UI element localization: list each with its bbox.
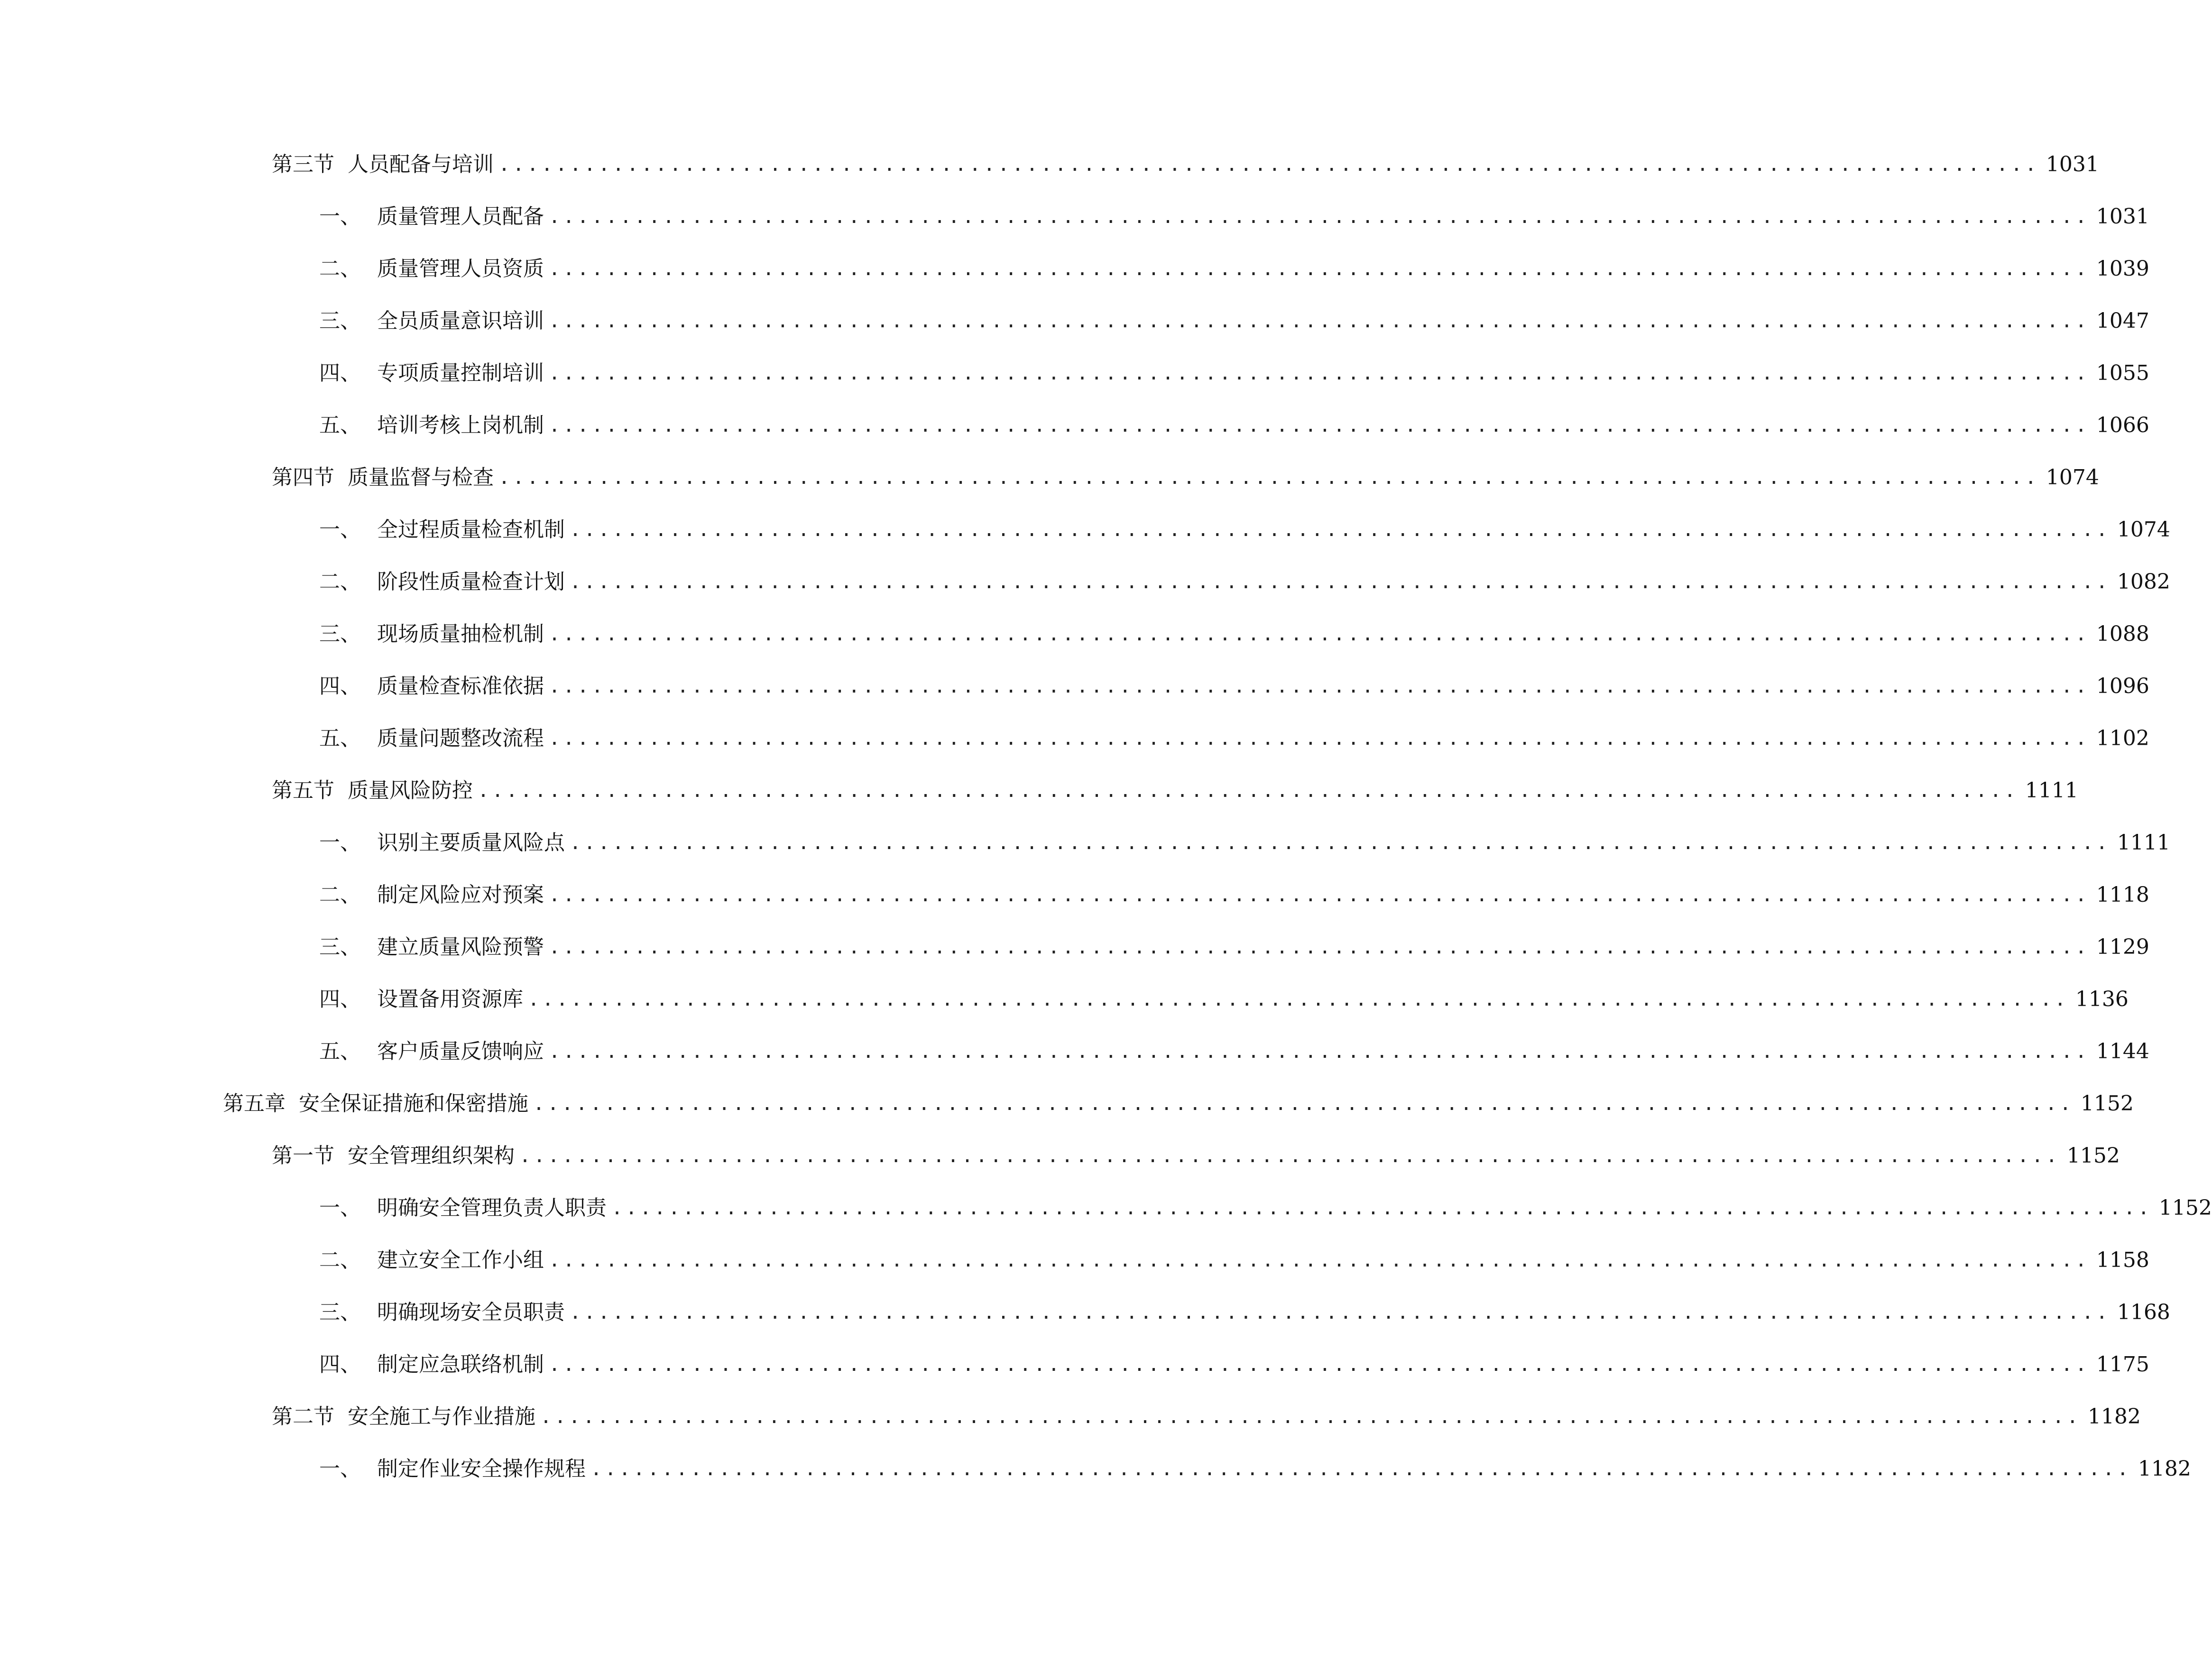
- toc-entry[interactable]: [319, 615, 2149, 653]
- toc-entry-title: 质量管理人员配备: [377, 204, 544, 229]
- toc-entry-title: 明确现场安全员职责: [377, 1300, 565, 1324]
- toc-dot-leader: ............................................................................................................: [549, 206, 2090, 228]
- toc-dot-leader: ............................................................................................................: [549, 415, 2090, 436]
- toc-entry[interactable]: [319, 511, 2170, 549]
- toc-dot-leader: ............................................................................................................: [549, 362, 2090, 384]
- toc-entry[interactable]: [319, 1241, 2149, 1279]
- toc-entry-title: 设置备用资源库: [377, 987, 523, 1011]
- toc-page-number: 1039: [2096, 257, 2149, 281]
- toc-entry-number: 四、: [319, 987, 361, 1011]
- toc-page-number: 1129: [2096, 935, 2149, 959]
- toc-page-number: 1118: [2096, 883, 2149, 907]
- toc-entry-title: 人员配备与培训: [348, 152, 494, 176]
- toc-entry-number: 一、: [319, 1196, 361, 1220]
- toc-dot-leader: ............................................................................................................: [549, 936, 2090, 958]
- toc-page-number: 1066: [2096, 413, 2149, 437]
- toc-entry[interactable]: [319, 824, 2170, 862]
- toc-dot-leader: ............................................................................................................: [590, 1458, 2131, 1480]
- toc-entry-title: 质量检查标准依据: [377, 674, 544, 698]
- toc-entry-number: 五、: [319, 413, 361, 437]
- toc-dot-leader: ............................................................................................................: [549, 623, 2090, 645]
- toc-entry[interactable]: [319, 250, 2149, 288]
- toc-page-number: 1182: [2087, 1405, 2141, 1429]
- toc-entry-number: 三、: [319, 935, 361, 959]
- toc-entry-title: 建立安全工作小组: [377, 1248, 544, 1272]
- toc-entry[interactable]: [272, 1137, 2120, 1175]
- toc-entry[interactable]: [272, 772, 2078, 810]
- toc-dot-leader: ............................................................................................................: [549, 1354, 2090, 1376]
- toc-entry-title: 质量监督与检查: [348, 465, 494, 490]
- toc-page-number: 1088: [2096, 622, 2149, 646]
- toc-dot-leader: ............................................................................................................: [519, 1145, 2060, 1167]
- toc-entry-number: 一、: [319, 831, 361, 855]
- toc-page-number: 1047: [2096, 309, 2149, 333]
- toc-entry[interactable]: [272, 459, 2099, 497]
- toc-entry[interactable]: [319, 928, 2149, 966]
- toc-entry-title: 安全管理组织架构: [348, 1144, 515, 1168]
- toc-page-number: 1111: [2117, 831, 2170, 855]
- toc-entry-title: 全过程质量检查机制: [377, 518, 565, 542]
- toc-entry-title: 阶段性质量检查计划: [377, 570, 565, 594]
- toc-entry-number: 五、: [319, 726, 361, 750]
- toc-entry-title: 专项质量控制培训: [377, 361, 544, 385]
- toc-dot-leader: ............................................................................................................: [549, 258, 2090, 280]
- toc-page-number: 1111: [2025, 778, 2078, 803]
- toc-entry-title: 客户质量反馈响应: [377, 1039, 544, 1063]
- toc-dot-leader: ............................................................................................................: [549, 310, 2090, 332]
- toc-dot-leader: ............................................................................................................: [533, 1093, 2074, 1115]
- toc-entry[interactable]: [272, 1398, 2141, 1436]
- toc-entry[interactable]: [319, 876, 2149, 914]
- toc-entry-number: 第五节: [272, 778, 334, 803]
- toc-entry-number: 四、: [319, 361, 361, 385]
- toc-entry-number: 一、: [319, 518, 361, 542]
- toc-entry[interactable]: [223, 1085, 2134, 1123]
- toc-entry-number: 二、: [319, 570, 361, 594]
- toc-entry-title: 建立质量风险预警: [377, 935, 544, 959]
- toc-page-number: 1082: [2117, 570, 2170, 594]
- toc-dot-leader: ............................................................................................................: [540, 1406, 2081, 1428]
- toc-entry-number: 第一节: [272, 1144, 334, 1168]
- toc-dot-leader: ............................................................................................................: [611, 1197, 2152, 1219]
- toc-entry-number: 五、: [319, 1039, 361, 1063]
- toc-dot-leader: ............................................................................................................: [498, 467, 2039, 489]
- toc-entry-title: 安全保证措施和保密措施: [299, 1091, 528, 1116]
- toc-entry-title: 质量问题整改流程: [377, 726, 544, 750]
- toc-entry-number: 二、: [319, 257, 361, 281]
- toc-dot-leader: ............................................................................................................: [528, 989, 2069, 1010]
- toc-dot-leader: ............................................................................................................: [570, 832, 2111, 854]
- toc-entry-number: 第五章: [223, 1091, 286, 1116]
- toc-entry-title: 安全施工与作业措施: [348, 1405, 535, 1429]
- toc-entry[interactable]: [319, 1033, 2149, 1071]
- toc-entry-number: 四、: [319, 674, 361, 698]
- toc-page-number: 1031: [2046, 152, 2099, 176]
- toc-entry-number: 二、: [319, 883, 361, 907]
- toc-entry-number: 三、: [319, 1300, 361, 1324]
- toc-page-number: 1152: [2158, 1196, 2212, 1220]
- toc-page-number: 1031: [2096, 204, 2149, 229]
- toc-entry-number: 三、: [319, 309, 361, 333]
- toc-dot-leader: ............................................................................................................: [570, 571, 2111, 593]
- toc-entry[interactable]: [319, 1294, 2170, 1331]
- toc-entry-number: 二、: [319, 1248, 361, 1272]
- toc-dot-leader: ............................................................................................................: [549, 1249, 2090, 1271]
- toc-page-number: 1182: [2138, 1457, 2191, 1481]
- toc-page-number: 1158: [2096, 1248, 2149, 1272]
- toc-entry-title: 质量风险防控: [348, 778, 473, 803]
- toc-entry-title: 质量管理人员资质: [377, 257, 544, 281]
- toc-entry-number: 四、: [319, 1352, 361, 1377]
- toc-dot-leader: ............................................................................................................: [549, 884, 2090, 906]
- toc-page-number: 1144: [2096, 1039, 2149, 1063]
- toc-entry-number: 一、: [319, 1457, 361, 1481]
- toc-dot-leader: ............................................................................................................: [549, 675, 2090, 697]
- toc-dot-leader: ............................................................................................................: [549, 1041, 2090, 1063]
- toc-entry-number: 三、: [319, 622, 361, 646]
- toc-page-number: 1074: [2046, 465, 2099, 490]
- toc-entry[interactable]: [319, 980, 2129, 1018]
- toc-entry-title: 制定风险应对预案: [377, 883, 544, 907]
- toc-page-number: 1102: [2096, 726, 2149, 750]
- toc-page-number: 1152: [2066, 1144, 2120, 1168]
- toc-dot-leader: ............................................................................................................: [549, 728, 2090, 749]
- toc-entry-title: 制定应急联络机制: [377, 1352, 544, 1377]
- toc-page-number: 1055: [2096, 361, 2149, 385]
- toc-entry-title: 明确安全管理负责人职责: [377, 1196, 607, 1220]
- toc-entry[interactable]: [319, 354, 2149, 392]
- toc-entry-number: 一、: [319, 204, 361, 229]
- toc-entry[interactable]: [319, 1346, 2149, 1384]
- toc-entry[interactable]: [319, 667, 2149, 705]
- toc-entry-number: 第四节: [272, 465, 334, 490]
- toc-page-number: 1136: [2075, 987, 2129, 1011]
- toc-dot-leader: ............................................................................................................: [570, 1302, 2111, 1323]
- toc-entry-title: 识别主要质量风险点: [377, 831, 565, 855]
- toc-entry-title: 制定作业安全操作规程: [377, 1457, 586, 1481]
- toc-page-number: 1096: [2096, 674, 2149, 698]
- toc-dot-leader: ............................................................................................................: [478, 780, 2018, 802]
- toc-entry[interactable]: [319, 563, 2170, 601]
- toc-entry-title: 培训考核上岗机制: [377, 413, 544, 437]
- toc-entry[interactable]: [319, 1450, 2191, 1488]
- toc-page-number: 1152: [2080, 1091, 2134, 1116]
- toc-page-number: 1175: [2096, 1352, 2149, 1377]
- toc-entry[interactable]: [272, 146, 2099, 184]
- toc-entry-title: 现场质量抽检机制: [377, 622, 544, 646]
- toc-entry-number: 第三节: [272, 152, 334, 176]
- toc-entry[interactable]: [319, 720, 2149, 758]
- toc-dot-leader: ............................................................................................................: [498, 154, 2039, 176]
- toc-entry[interactable]: [319, 198, 2149, 236]
- toc-entry[interactable]: [319, 407, 2149, 444]
- toc-dot-leader: ............................................................................................................: [570, 519, 2111, 541]
- toc-page-number: 1074: [2117, 518, 2170, 542]
- toc-entry-title: 全员质量意识培训: [377, 309, 544, 333]
- toc-entry[interactable]: [319, 1189, 2212, 1227]
- toc-entry-number: 第二节: [272, 1405, 334, 1429]
- toc-page-number: 1168: [2117, 1300, 2170, 1324]
- toc-entry[interactable]: [319, 302, 2149, 340]
